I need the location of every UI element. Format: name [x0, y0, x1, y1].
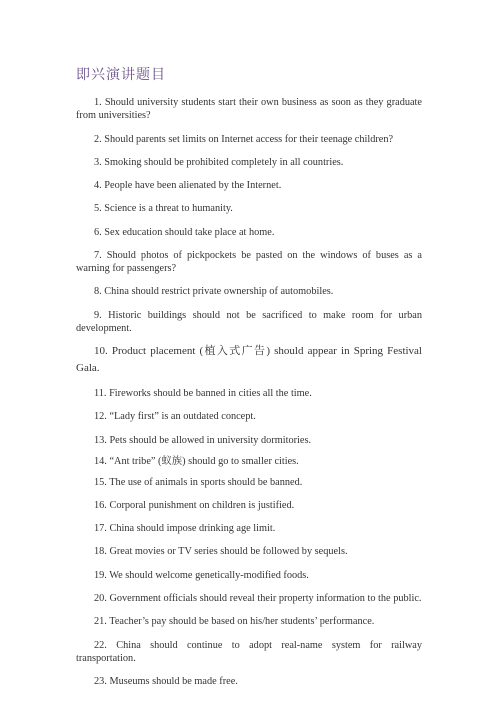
- topic-list: [76, 86, 422, 696]
- list-item: 15. The use of animals in sports should be banned.: [94, 476, 303, 488]
- list-item: 3. Smoking should be prohibited completely in all countries.: [94, 156, 344, 168]
- list-item: 11. Fireworks should be banned in cities all the time.: [94, 387, 312, 399]
- list-item: 1. Should university students start their own business as soon as they graduate from universities?: [76, 97, 422, 122]
- list-item: 10. Product placement (植入式广告) should appear in Spring Festival Gala.: [76, 344, 422, 374]
- list-item: 17. China should impose drinking age limit.: [94, 523, 276, 535]
- list-item: 7. Should photos of pickpockets be pasted on the windows of buses as a warning for passengers?: [76, 250, 422, 275]
- list-item: 14. “Ant tribe” (蚁族) should go to smaller cities.: [94, 455, 299, 467]
- list-item: 19. We should welcome genetically-modified foods.: [94, 569, 309, 581]
- list-item: 6. Sex education should take place at home.: [94, 226, 275, 238]
- list-item: 4. People have been alienated by the Internet.: [94, 180, 282, 192]
- list-item: 12. “Lady first” is an outdated concept.: [94, 411, 256, 423]
- list-item: 2. Should parents set limits on Internet access for their teenage children?: [94, 133, 394, 145]
- list-item: 21. Teacher’s pay should be based on his/her students’ performance.: [94, 616, 375, 628]
- list-item: 20. Government officials should reveal their property information to the public.: [94, 593, 422, 605]
- list-item: 23. Museums should be made free.: [94, 675, 238, 687]
- list-item: 8. China should restrict private ownership of automobiles.: [94, 286, 334, 298]
- list-item: 9. Historic buildings should not be sacrificed to make room for urban development.: [76, 309, 422, 334]
- page-title: 即兴演讲题目: [76, 68, 166, 83]
- list-item: 13. Pets should be allowed in university dormitories.: [94, 434, 312, 446]
- list-item: 22. China should continue to adopt real-name system for railway transportation.: [76, 639, 422, 664]
- list-item: 18. Great movies or TV series should be followed by sequels.: [94, 546, 348, 558]
- list-item: 5. Science is a threat to humanity.: [94, 203, 233, 215]
- list-item: 16. Corporal punishment on children is justified.: [94, 499, 295, 511]
